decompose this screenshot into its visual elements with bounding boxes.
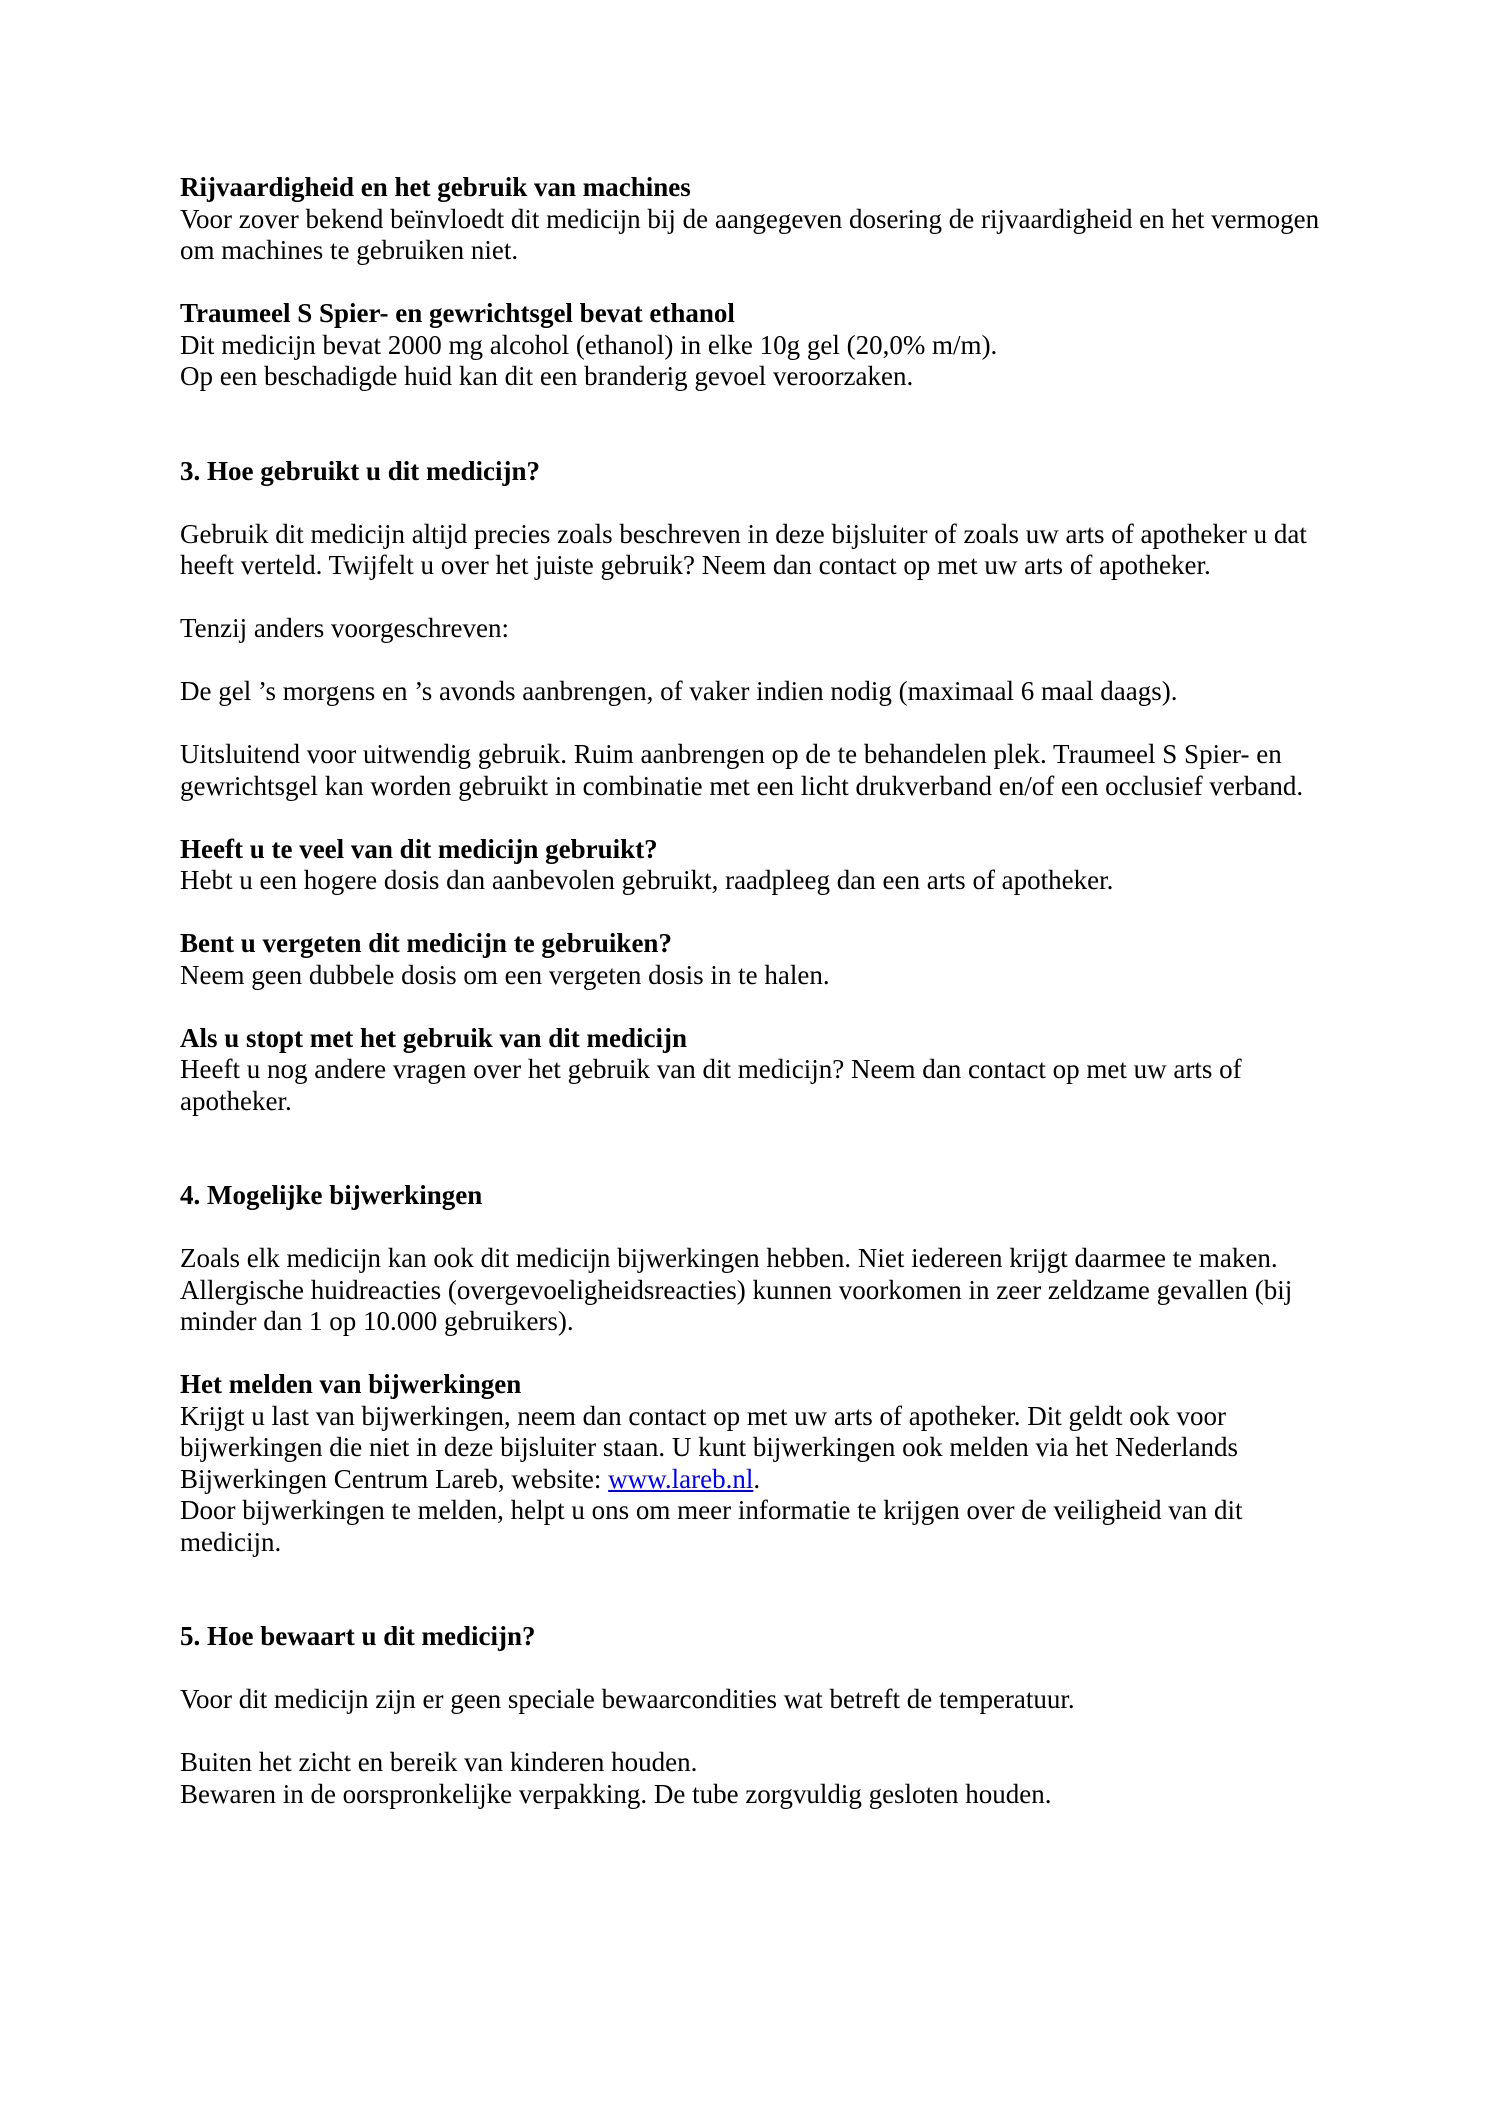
stop-use-body: Heeft u nog andere vragen over het gebruik van dit medicijn? Neem dan contact op met uw arts of apotheker. [180, 1054, 1242, 1116]
spacer [180, 393, 1320, 456]
spacer [180, 267, 1320, 299]
forgotten-dose-heading: Bent u vergeten dit medicijn te gebruiken? [180, 928, 672, 958]
ethanol-line1: Dit medicijn bevat 2000 mg alcohol (ethanol) in elke 10g gel (20,0% m/m). [180, 329, 998, 360]
spacer [180, 991, 1320, 1023]
spacer [180, 487, 1320, 519]
leaflet-content [180, 172, 1320, 1810]
reporting-text-before-link: Krijgt u last van bijwerkingen, neem dan contact op met uw arts of apotheker. Dit geldt ook voor bijwerkingen die niet in deze bijsluiter staan. U kunt bijwerkingen ook melden via het Nederlands Bijwerkingen Centrum Lareb, website: [180, 1400, 1238, 1494]
original-packaging: Bewaren in de oorspronkelijke verpakking. De tube zorgvuldig gesloten houden. [180, 1778, 1052, 1809]
overdose-body: Hebt u een hogere dosis dan aanbevolen gebruikt, raadpleeg dan een arts of apotheker. [180, 865, 1114, 895]
spacer [180, 708, 1320, 740]
spacer [180, 897, 1320, 929]
overdose-heading: Heeft u te veel van dit medicijn gebruikt? [180, 833, 658, 864]
storage-conditions: Voor dit medicijn zijn er geen speciale bewaarcondities wat betreft de temperatuur. [180, 1684, 1075, 1714]
spacer [180, 1338, 1320, 1370]
section4-intro: Zoals elk medicijn kan ook dit medicijn bijwerkingen hebben. Niet iedereen krijgt daarmee te maken. Allergische huidreacties (overgevoeligheidsreacties) kunnen voorkomen in zeer zeldzame gevallen (bij minder dan 1 op 10.000 gebruikers). [180, 1243, 1293, 1336]
stop-use-heading: Als u stopt met het gebruik van dit medicijn [180, 1022, 688, 1053]
section3-dosage: De gel ’s morgens en ’s avonds aanbrengen, of vaker indien nodig (maximaal 6 maal daags). [180, 676, 1178, 706]
spacer [180, 645, 1320, 677]
spacer [180, 582, 1320, 614]
ethanol-heading: Traumeel S Spier- en gewrichtsgel bevat ethanol [180, 298, 735, 328]
spacer [180, 1653, 1320, 1685]
reporting-paragraph [180, 1401, 1320, 1496]
lareb-link[interactable]: www.lareb.nl [608, 1463, 754, 1494]
section4-title: 4. Mogelijke bijwerkingen [180, 1180, 483, 1210]
reporting-text-after-link: . [753, 1463, 761, 1494]
reporting-followup: Door bijwerkingen te melden, helpt u ons om meer informatie te krijgen over de veiligheid van dit medicijn. [180, 1495, 1243, 1557]
section3-title: 3. Hoe gebruikt u dit medicijn? [180, 455, 541, 486]
spacer [180, 1716, 1320, 1748]
spacer [180, 1117, 1320, 1180]
spacer [180, 1558, 1320, 1621]
driving-body: Voor zover bekend beïnvloedt dit medicijn bij de aangegeven dosering de rijvaardigheid en het vermogen om machines te gebruiken niet. [180, 203, 1320, 265]
spacer [180, 802, 1320, 834]
forgotten-dose-body: Neem geen dubbele dosis om een vergeten dosis in te halen. [180, 959, 830, 990]
section3-unless: Tenzij anders voorgeschreven: [180, 613, 509, 643]
ethanol-line2: Op een beschadigde huid kan dit een branderig gevoel veroorzaken. [180, 361, 914, 391]
reporting-heading: Het melden van bijwerkingen [180, 1369, 522, 1399]
section3-intro: Gebruik dit medicijn altijd precies zoals beschreven in deze bijsluiter of zoals uw arts of apotheker u dat heeft verteld. Twijfelt u over het juiste gebruik? Neem dan contact op met uw arts of apotheker. [180, 518, 1307, 580]
section5-title: 5. Hoe bewaart u dit medicijn? [180, 1621, 536, 1651]
spacer [180, 1212, 1320, 1244]
section3-external-use: Uitsluitend voor uitwendig gebruik. Ruim aanbrengen op de te behandelen plek. Traumeel S Spier- en gewrichtsgel kan worden gebruikt in combinatie met een licht drukverband en/of een occlusief verband. [180, 739, 1304, 801]
driving-heading: Rijvaardigheid en het gebruik van machines [180, 172, 691, 202]
keep-from-children: Buiten het zicht en bereik van kinderen houden. [180, 1747, 698, 1777]
